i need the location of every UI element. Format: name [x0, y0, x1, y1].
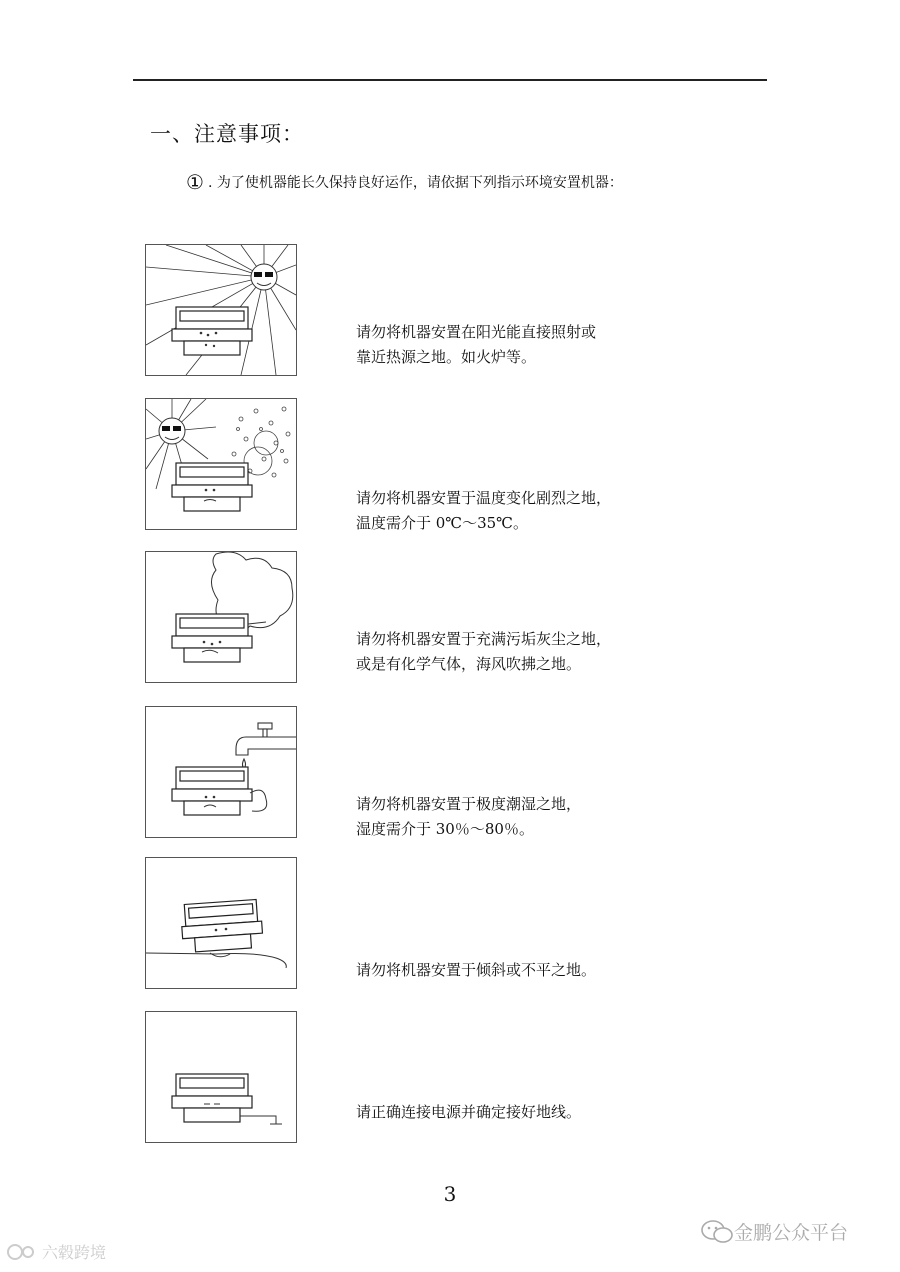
caption-tilted [356, 958, 596, 983]
ground-wire-illustration [145, 1011, 297, 1143]
header-rule [133, 79, 767, 81]
humidity-faucet-illustration [145, 706, 297, 838]
watermark-left-text: 六毂跨境 [42, 1243, 107, 1262]
tilted-surface-illustration [145, 857, 297, 989]
caption-line: 请勿将机器安置于倾斜或不平之地。 [356, 961, 597, 979]
caption-sun-heat [356, 320, 596, 370]
sun-heat-illustration [145, 244, 297, 376]
watermark-right-text: 金鹏公众平台 [734, 1222, 849, 1244]
caption-line: 或是有化学气体，海风吹拂之地。 [356, 655, 582, 673]
intro-text: . 为了使机器能长久保持良好运作，请依据下列指示环境安置机器： [207, 175, 623, 191]
caption-line: 湿度需介于 30％～80％。 [356, 820, 534, 838]
caption-temperature [356, 486, 611, 536]
section-title: 一、注意事项： [150, 122, 304, 146]
caption-line: 请正确连接电源并确定接好地线。 [356, 1103, 582, 1121]
caption-line: 请勿将机器安置于极度潮湿之地， [356, 795, 582, 813]
caption-line: 请勿将机器安置于充满污垢灰尘之地， [356, 630, 612, 648]
caption-line: 温度需介于 0℃～35℃。 [356, 514, 528, 532]
caption-line: 靠近热源之地。如火炉等。 [356, 348, 537, 366]
caption-dust [356, 627, 611, 677]
watermark-right [700, 1218, 848, 1245]
watermark-logo-icon [6, 1241, 42, 1263]
wechat-icon [700, 1219, 734, 1245]
intro-line [186, 170, 623, 194]
caption-ground-wire [356, 1100, 581, 1125]
watermark-left [6, 1240, 106, 1263]
caption-humidity [356, 792, 581, 842]
dust-gas-illustration [145, 551, 297, 683]
page-number: 3 [443, 1182, 457, 1206]
circled-number-marker: ① [186, 170, 204, 194]
temperature-change-illustration [145, 398, 297, 530]
caption-line: 请勿将机器安置在阳光能直接照射或 [356, 323, 597, 341]
caption-line: 请勿将机器安置于温度变化剧烈之地， [356, 489, 612, 507]
